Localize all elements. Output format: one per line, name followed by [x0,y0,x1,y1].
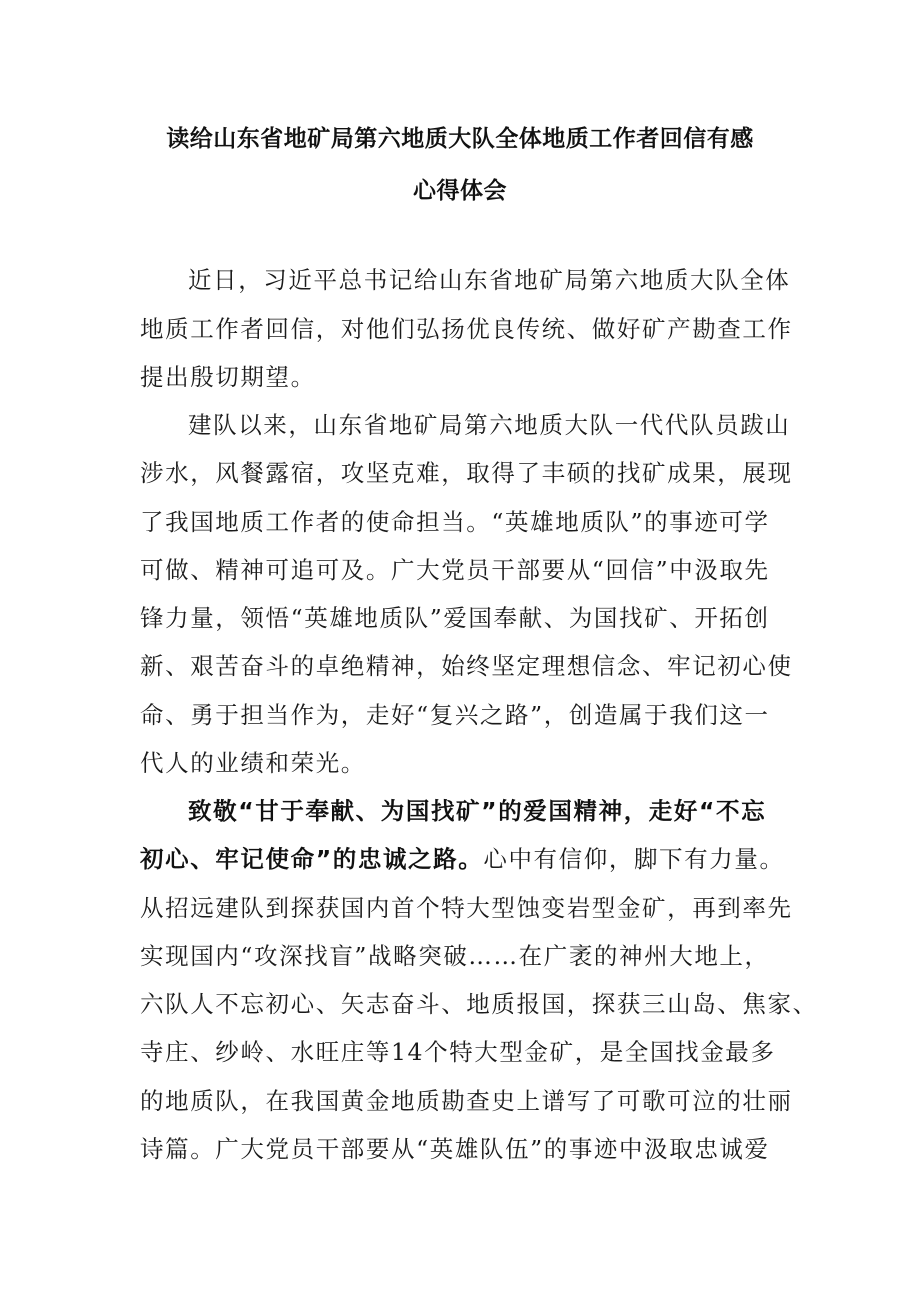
paragraph-3-line-3: 实现国内“攻深找盲”战略突破……在广袤的神州大地上， [140,942,770,970]
document-title-line-1: 读给山东省地矿局第六地质大队全体地质工作者回信有感 [166,126,754,152]
paragraph-3-line-7: 诗篇。广大党员干部要从“英雄队伍”的事迹中汲取忠诚爱 [140,1135,770,1163]
paragraph-2-line-2: 涉水，风餐露宿，攻坚克难，取得了丰硕的找矿成果，展现 [140,459,793,487]
paragraph-3-line-2: 从招远建队到探获国内首个特大型蚀变岩型金矿，再到率先 [140,894,793,922]
paragraph-2-line-7: 命、勇于担当作为，走好“复兴之路”，创造属于我们这一 [140,701,770,729]
paragraph-2-line-6: 新、艰苦奋斗的卓绝精神，始终坚定理想信念、牢记初心使 [140,652,793,680]
paragraph-3-line-1-text: 心中有信仰，脚下有力量。 [483,845,785,873]
paragraph-1-line-3: 提出殷切期望。 [140,363,316,391]
paragraph-2-line-8: 代人的业绩和荣光。 [140,749,366,777]
paragraph-2-line-4: 可做、精神可追可及。广大党员干部要从“回信”中汲取先 [140,556,770,584]
paragraph-2-line-1: 建队以来，山东省地矿局第六地质大队一代代队员跋山 [188,411,791,439]
paragraph-1-line-1: 近日，习近平总书记给山东省地矿局第六地质大队全体 [188,266,791,294]
section-heading-line-1: 致敬“甘于奉献、为国找矿”的爱国精神，走好“不忘 [188,797,767,825]
section-heading-line-2: 初心、牢记使命”的忠诚之路。 [140,845,484,873]
paragraph-3-line-4: 六队人不忘初心、矢志奋斗、地质报国，探获三山岛、焦家、 [140,990,818,1018]
paragraph-2-line-5: 锋力量，领悟“英雄地质队”爱国奉献、为国找矿、开拓创 [140,604,770,632]
paragraph-1-line-2: 地质工作者回信，对他们弘扬优良传统、做好矿产勘查工作 [140,315,793,343]
paragraph-3-line-1 [140,844,800,874]
paragraph-3-line-6: 的地质队，在我国黄金地质勘查史上谱写了可歌可泣的壮丽 [140,1087,793,1115]
paragraph-3-line-5: 寺庄、纱岭、水旺庄等14个特大型金矿，是全国找金最多 [140,1038,776,1066]
paragraph-2-line-3: 了我国地质工作者的使命担当。“英雄地质队”的事迹可学 [140,508,770,536]
document-title-line-2: 心得体会 [413,178,507,204]
